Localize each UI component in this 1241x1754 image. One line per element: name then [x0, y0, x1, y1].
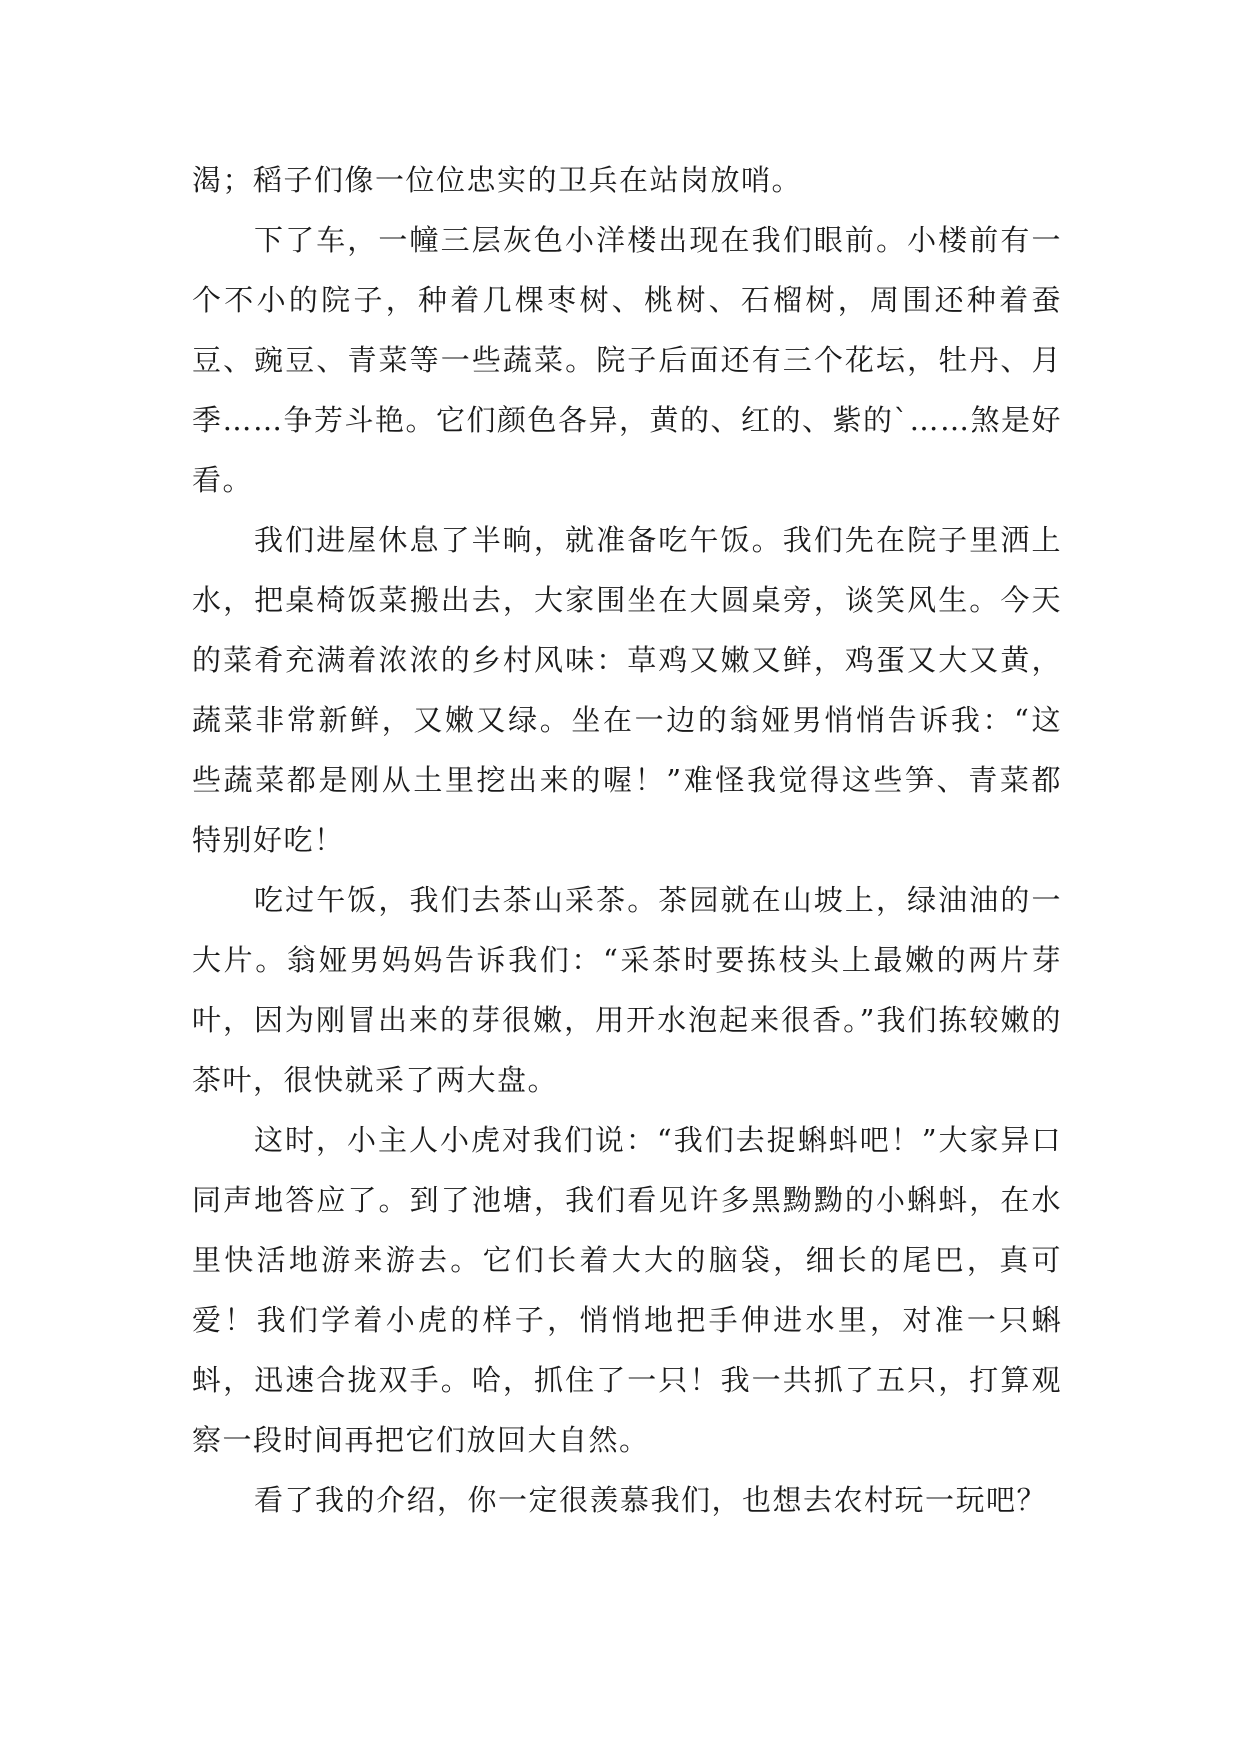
paragraph: 看了我的介绍，你一定很羡慕我们，也想去农村玩一玩吧？ [254, 1483, 1048, 1517]
paragraph: 下了车，一幢三层灰色小洋楼出现在我们眼前。小楼前有一个不小的院子，种着几棵枣树、桃树、石榴树，周围还种着蚕豆、豌豆、青菜等一些蔬菜。院子后面还有三个花坛，牡丹、月季……争芳斗艳。它们颜色各异，黄的、红的、紫的`……煞是好看。 [192, 223, 1063, 497]
paragraph: 渴；稻子们像一位位忠实的卫兵在站岗放哨。 [192, 163, 803, 197]
document-body [192, 150, 1062, 1530]
paragraph: 吃过午饭，我们去茶山采茶。茶园就在山坡上，绿油油的一大片。翁娅男妈妈告诉我们：“采茶时要拣枝头上最嫩的两片芽叶，因为刚冒出来的芽很嫩，用开水泡起来很香。”我们拣较嫩的茶叶，很快就采了两大盘。 [192, 883, 1062, 1097]
paragraph: 这时，小主人小虎对我们说：“我们去捉蝌蚪吧！”大家异口同声地答应了。到了池塘，我们看见许多黑黝黝的小蝌蚪，在水里快活地游来游去。它们长着大大的脑袋，细长的尾巴，真可爱！我们学着小虎的样子，悄悄地把手伸进水里，对准一只蝌蚪，迅速合拢双手。哈，抓住了一只！我一共抓了五只，打算观察一段时间再把它们放回大自然。 [192, 1123, 1062, 1457]
paragraph: 我们进屋休息了半晌，就准备吃午饭。我们先在院子里洒上水，把桌椅饭菜搬出去，大家围坐在大圆桌旁，谈笑风生。今天的菜肴充满着浓浓的乡村风味：草鸡又嫩又鲜，鸡蛋又大又黄，蔬菜非常新鲜，又嫩又绿。坐在一边的翁娅男悄悄告诉我：“这些蔬菜都是刚从土里挖出来的喔！”难怪我觉得这些笋、青菜都特别好吃！ [192, 523, 1062, 857]
